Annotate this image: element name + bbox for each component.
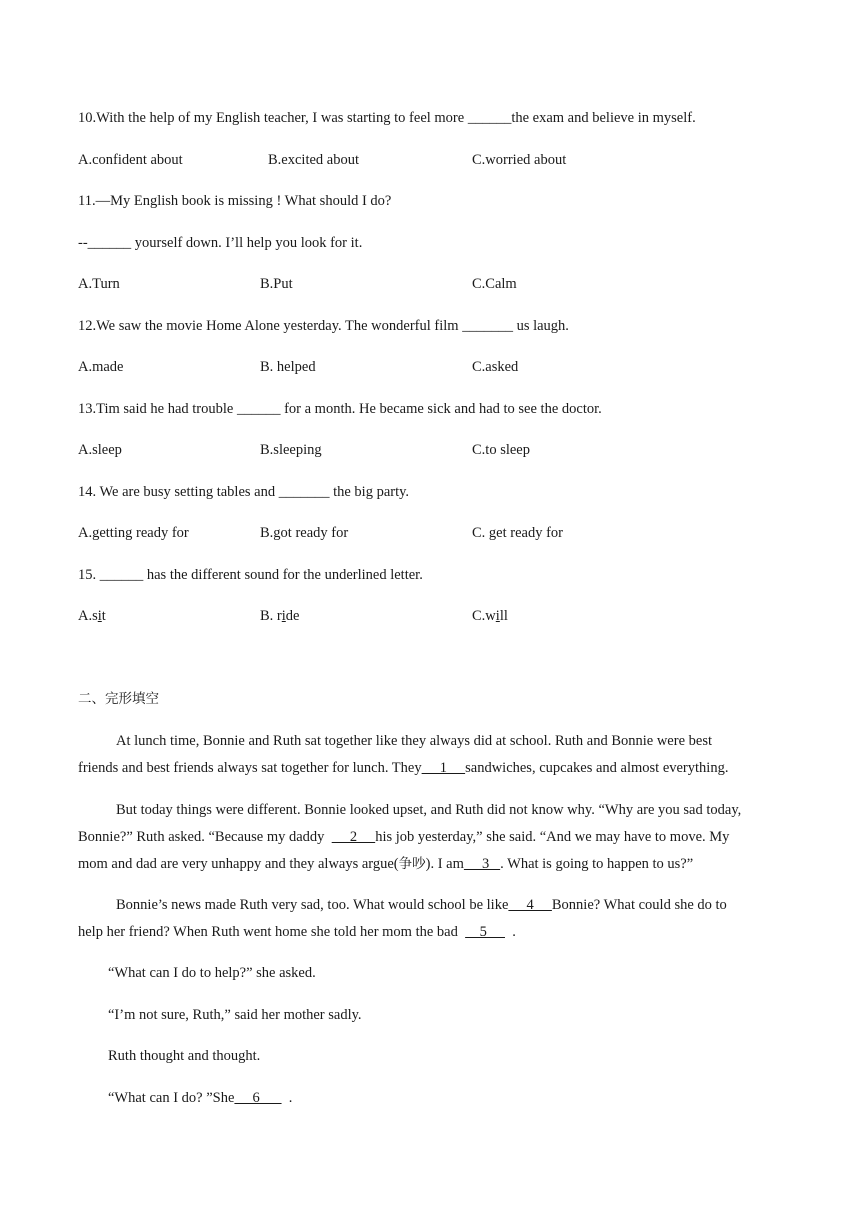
blank-1: 1 [421, 760, 466, 776]
passage-p3-line1: Bonnie’s news made Ruth very sad, too. What would school be like 4 Bonnie? What could she do to [116, 897, 727, 913]
question-12-stem: 12.We saw the movie Home Alone yesterday. The wonderful film _______ us laugh. [78, 318, 569, 334]
question-11-option-b: B.Put [260, 276, 293, 292]
question-10-option-b: B.excited about [268, 152, 360, 168]
question-11-stem-reply: --______ yourself down. I’ll help you look for it. [78, 235, 363, 251]
question-11-option-c: C.Calm [472, 276, 517, 292]
question-12-option-a: A.made [78, 359, 124, 375]
blank-3: 3 [463, 856, 501, 872]
question-13-option-a: A.sleep [78, 442, 122, 458]
blank-2: 2 [331, 829, 376, 845]
question-15-option-a: A.sit [78, 608, 106, 624]
question-12-option-c: C.asked [472, 359, 519, 375]
question-13-stem: 13.Tim said he had trouble ______ for a month. He became sick and had to see the doctor. [78, 401, 602, 417]
passage-p2-line1: But today things were different. Bonnie looked upset, and Ruth did not know why. “Why are you sad today, [116, 802, 742, 818]
passage-p1-line1: At lunch time, Bonnie and Ruth sat together like they always did at school. Ruth and Bonnie were best [116, 733, 712, 749]
question-10-stem: 10.With the help of my English teacher, I was starting to feel more ______the exam and believe in myself. [78, 110, 696, 126]
question-14-option-b: B.got ready for [260, 525, 349, 541]
question-15-option-b: B. ride [260, 608, 300, 624]
passage-p5: “I’m not sure, Ruth,” said her mother sadly. [108, 1007, 362, 1023]
question-10-option-a: A.confident about [78, 152, 183, 168]
question-14-option-a: A.getting ready for [78, 525, 189, 541]
question-14-stem: 14. We are busy setting tables and _______ the big party. [78, 484, 410, 500]
passage-p3-line2: help her friend? When Ruth went home she told her mom the bad 5 . [78, 924, 516, 940]
passage-p6: Ruth thought and thought. [108, 1048, 261, 1064]
blank-4: 4 [508, 897, 552, 913]
passage-p2-line2: Bonnie?” Ruth asked. “Because my daddy 2 his job yesterday,” she said. “And we may have to move. My [78, 829, 730, 845]
question-13-option-b: B.sleeping [260, 442, 322, 458]
passage-p7: “What can I do? ”She 6 . [108, 1090, 293, 1106]
question-15-option-c: C.will [472, 608, 508, 624]
blank-5: 5 [465, 924, 505, 940]
question-11-stem: 11.—My English book is missing ! What should I do? [78, 193, 392, 209]
passage-p1-line2: friends and best friends always sat together for lunch. They 1 sandwiches, cupcakes and almost everything. [78, 760, 729, 776]
question-15-stem: 15. ______ has the different sound for the underlined letter. [78, 567, 423, 583]
blank-6: 6 [234, 1090, 282, 1106]
question-10-option-c: C.worried about [472, 152, 567, 168]
question-12-option-b: B. helped [260, 359, 316, 375]
passage-p4: “What can I do to help?” she asked. [108, 965, 316, 981]
question-13-option-c: C.to sleep [472, 442, 530, 458]
passage-p2-line3: mom and dad are very unhappy and they always argue(争吵). I am 3 . What is going to happen to us?” [78, 856, 694, 872]
section-title: 二、完形填空 [78, 691, 159, 707]
question-14-option-c: C. get ready for [472, 525, 563, 541]
question-11-option-a: A.Turn [78, 276, 120, 292]
